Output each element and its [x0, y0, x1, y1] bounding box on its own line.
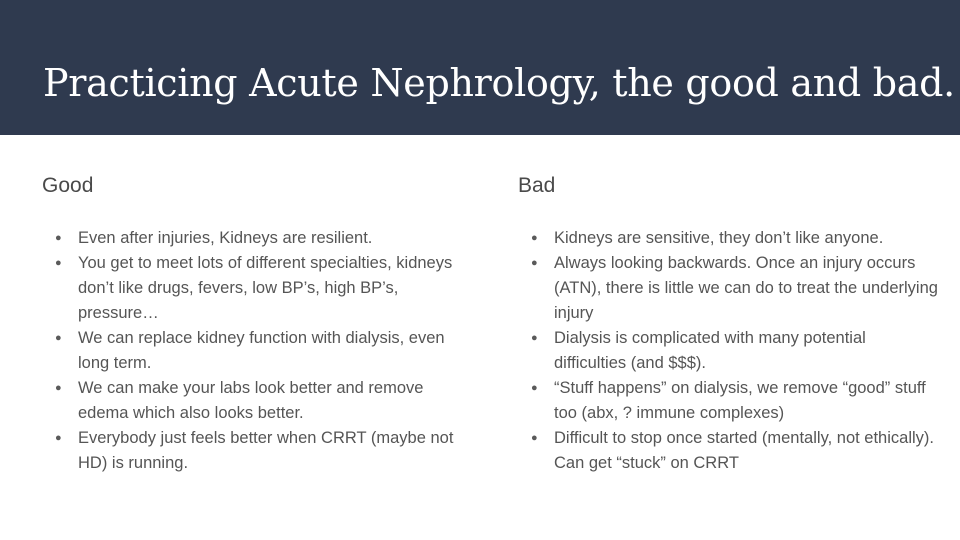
list-item-text: We can make your labs look better and remove edema which also looks better.	[78, 379, 424, 422]
list-item	[42, 326, 462, 376]
bullet-icon: ●	[55, 382, 62, 394]
list-item-text: We can replace kidney function with dialysis, even long term.	[78, 329, 445, 372]
list-item	[42, 376, 462, 426]
bad-heading: Bad	[518, 174, 556, 197]
title-banner	[0, 0, 960, 135]
list-item	[42, 426, 462, 476]
bullet-icon: ●	[55, 332, 62, 344]
bullet-icon: ●	[531, 432, 538, 444]
list-item	[518, 251, 938, 326]
bullet-icon: ●	[531, 257, 538, 269]
list-item-text: Even after injuries, Kidneys are resilient.	[78, 229, 373, 247]
good-list	[42, 226, 462, 476]
slide-title: Practicing Acute Nephrology, the good and bad.	[43, 61, 955, 105]
list-item	[518, 376, 938, 426]
list-item	[518, 426, 938, 476]
bullet-icon: ●	[531, 232, 538, 244]
bullet-icon: ●	[55, 432, 62, 444]
list-item	[42, 226, 462, 251]
list-item-text: Kidneys are sensitive, they don’t like anyone.	[554, 229, 884, 247]
list-item-text: Always looking backwards. Once an injury occurs (ATN), there is little we can do to treat the underlying injury	[554, 254, 938, 322]
bad-list	[518, 226, 938, 476]
list-item	[518, 326, 938, 376]
bad-column	[518, 168, 938, 476]
list-item-text: Dialysis is complicated with many potential difficulties (and $$$).	[554, 329, 866, 372]
list-item	[42, 251, 462, 326]
list-item-text: Everybody just feels better when CRRT (maybe not HD) is running.	[78, 429, 454, 472]
list-item	[518, 226, 938, 251]
good-heading: Good	[42, 174, 94, 197]
bullet-icon: ●	[55, 257, 62, 269]
list-item-text: “Stuff happens” on dialysis, we remove “good” stuff too (abx, ? immune complexes)	[554, 379, 926, 422]
bullet-icon: ●	[55, 232, 62, 244]
bullet-icon: ●	[531, 332, 538, 344]
bullet-icon: ●	[531, 382, 538, 394]
good-column	[42, 168, 462, 476]
list-item-text: You get to meet lots of different specialties, kidneys don’t like drugs, fevers, low BP’s, high BP’s, pressure…	[78, 254, 453, 322]
list-item-text: Difficult to stop once started (mentally, not ethically). Can get “stuck” on CRRT	[554, 429, 934, 472]
